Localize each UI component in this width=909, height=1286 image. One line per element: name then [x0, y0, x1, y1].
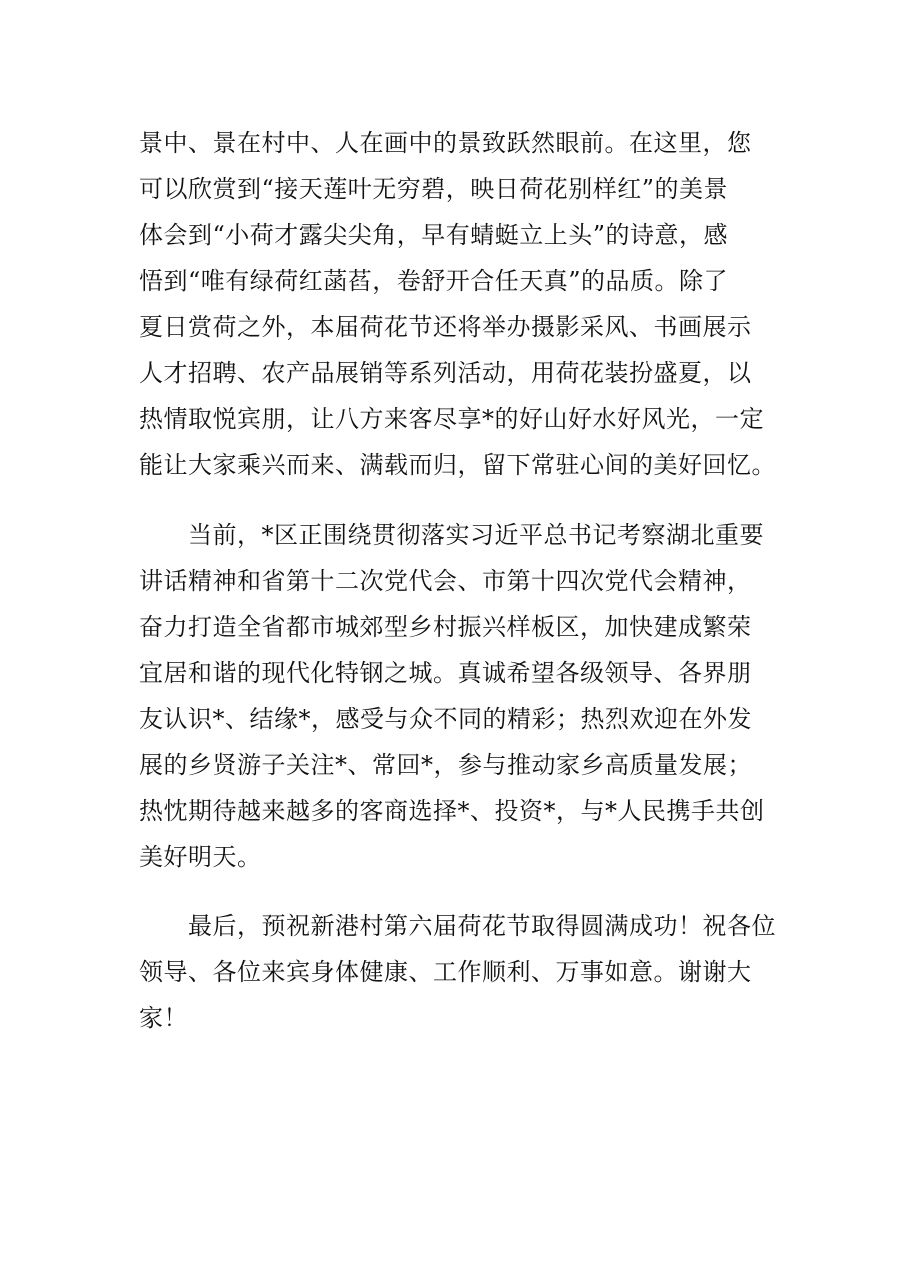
text-line: 能让大家乘兴而来、满载而归，留下常驻心间的美好回忆。: [139, 451, 776, 479]
text-line: 悟到“唯有绿荷红菡萏，卷舒开合任天真”的品质。除了: [139, 267, 729, 295]
text-line: 领导、各位来宾身体健康、工作顺利、万事如意。谢谢大: [139, 958, 752, 986]
text-line: 夏日赏荷之外，本届荷花节还将举办摄影采风、书画展示: [139, 313, 752, 341]
text-line: 景中、景在村中、人在画中的景致跃然眼前。在这里，您: [139, 129, 752, 157]
text-line: 奋力打造全省都市城郊型乡村振兴样板区，加快建成繁荣: [139, 613, 752, 641]
text-line: 当前，*区正围绕贯彻落实习近平总书记考察湖北重要: [139, 521, 764, 549]
paragraph-2: [139, 512, 779, 880]
text-line: 宜居和谐的现代化特钢之城。真诚希望各级领导、各界朋: [139, 659, 752, 687]
text-line: 展的乡贤游子关注*、常回*，参与推动家乡高质量发展；: [139, 751, 752, 779]
text-line: 可以欣赏到“接天莲叶无穷碧，映日荷花别样红”的美景: [139, 175, 729, 203]
text-line: 体会到“小荷才露尖尖角，早有蜻蜓立上头”的诗意，感: [139, 221, 729, 249]
paragraph-3: [139, 903, 779, 1041]
text-line: 讲话精神和省第十二次党代会、市第十四次党代会精神，: [139, 567, 752, 595]
text-line: 家！: [139, 1004, 188, 1032]
text-line: 美好明天。: [139, 843, 262, 871]
text-line: 最后，预祝新港村第六届荷花节取得圆满成功！祝各位: [139, 912, 776, 940]
text-line: 热忱期待越来越多的客商选择*、投资*，与*人民携手共创: [139, 797, 765, 825]
text-line: 热情取悦宾朋，让八方来客尽享*的好山好水好风光，一定: [139, 405, 764, 433]
text-line: 人才招聘、农产品展销等系列活动，用荷花装扮盛夏，以: [139, 359, 752, 387]
text-line: 友认识*、结缘*，感受与众不同的精彩；热烈欢迎在外发: [139, 705, 752, 733]
paragraph-1: [139, 120, 779, 488]
